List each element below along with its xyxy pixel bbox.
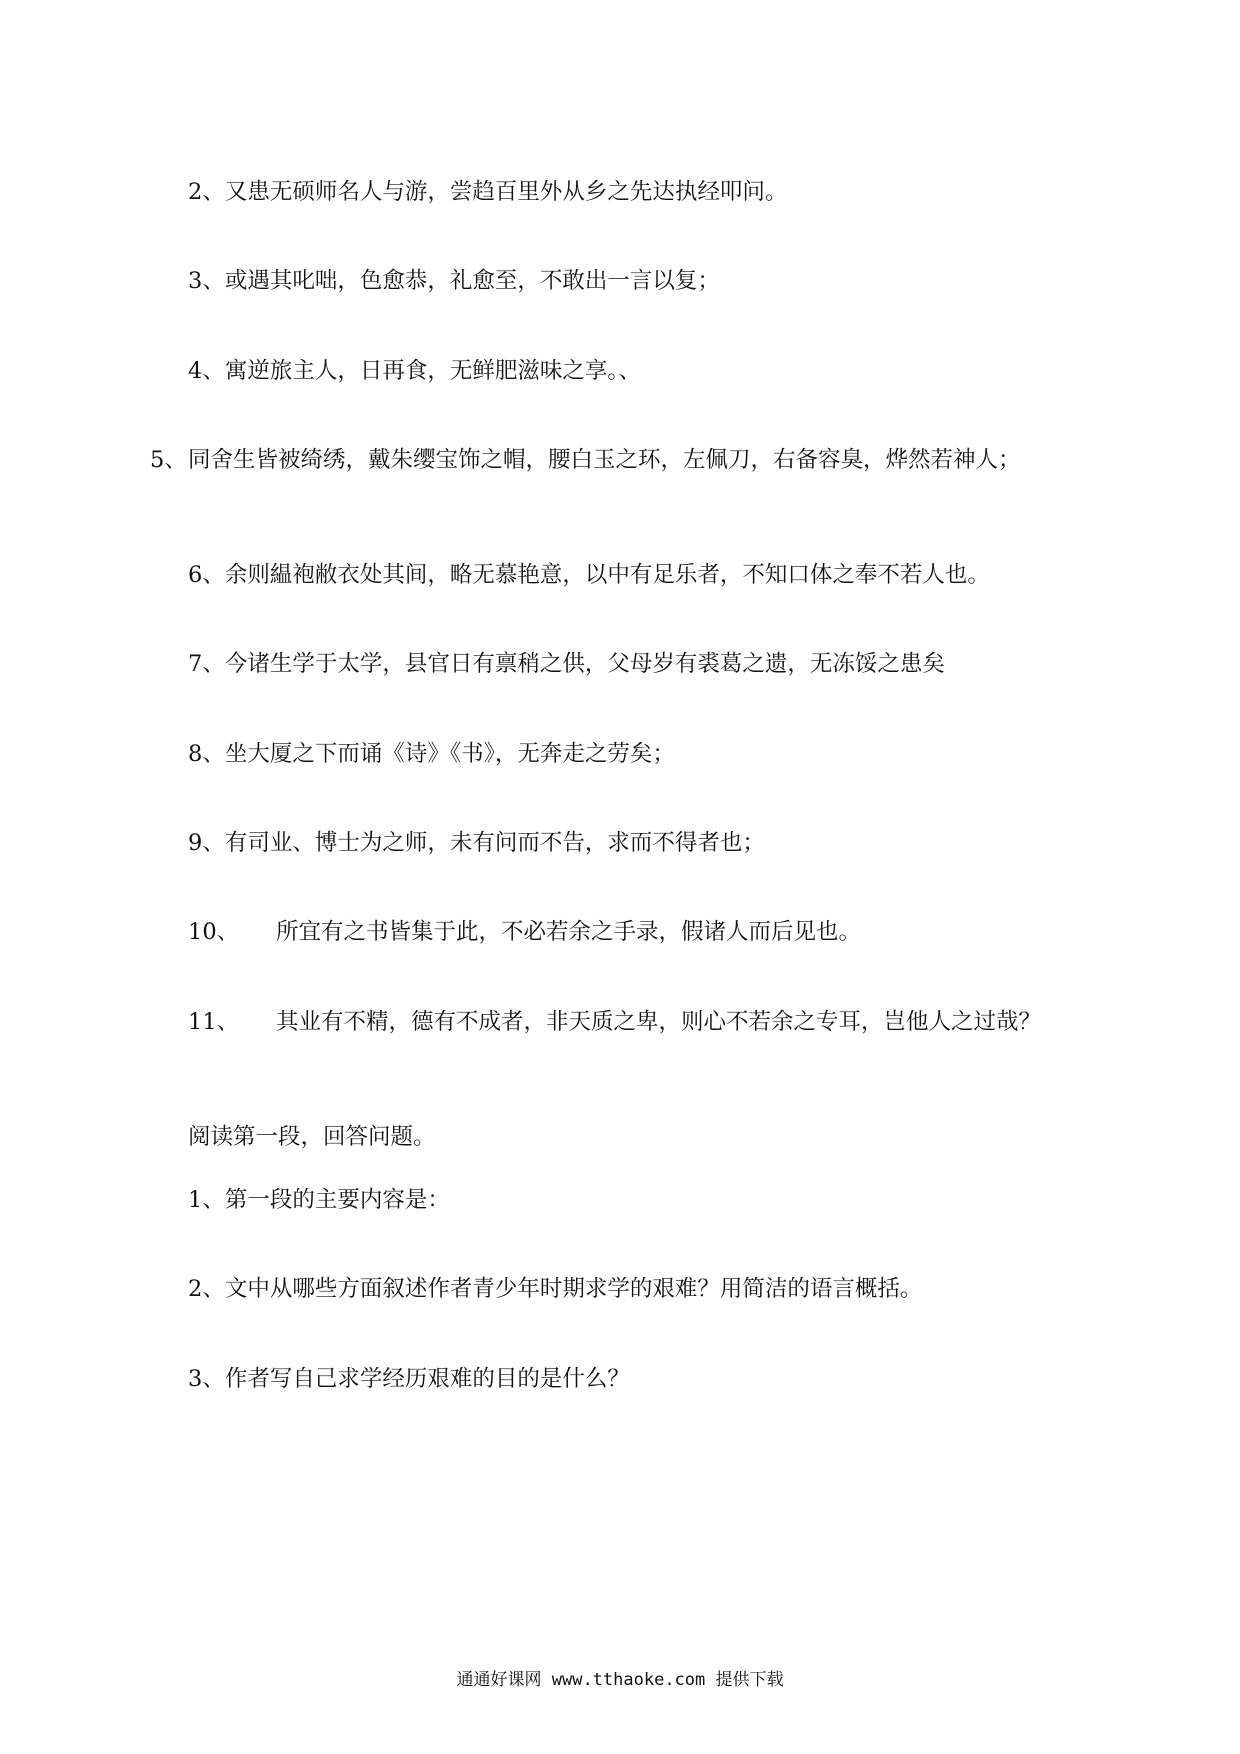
sentence-number: 7、	[188, 651, 225, 677]
sentence-text: 又患无硕师名人与游，尝趋百里外从乡之先达执经叩问。	[224, 179, 788, 205]
sentence-9	[188, 825, 1068, 861]
reading-intro-text: 阅读第一段，回答问题。	[188, 1124, 436, 1150]
sentence-3	[188, 263, 1068, 299]
footer-url: www.tthaoke.com	[551, 1670, 706, 1690]
sentence-number: 2、	[188, 179, 225, 205]
sentence-2	[188, 174, 1068, 210]
question-1	[188, 1182, 1068, 1218]
sentence-text: 寓逆旅主人，日再食，无鲜肥滋味之享。、	[224, 358, 642, 384]
question-text: 作者写自己求学经历艰难的目的是什么？	[224, 1366, 630, 1392]
footer-site-name: 通通好课网	[456, 1670, 542, 1690]
question-number: 1、	[188, 1187, 225, 1213]
sentence-number: 6、	[188, 562, 225, 588]
sentence-11	[188, 1004, 1068, 1040]
sentence-text: 余则緼袍敝衣处其间，略无慕艳意，以中有足乐者，不知口体之奉不若人也。	[224, 562, 990, 588]
sentence-text: 所宜有之书皆集于此，不必若余之手录，假诸人而后见也。	[276, 919, 862, 945]
sentence-10	[188, 914, 1068, 950]
question-2	[188, 1271, 1068, 1307]
sentence-number: 11、	[188, 1009, 240, 1035]
sentence-text: 或遇其叱咄，色愈恭，礼愈至，不敢出一言以复；	[224, 268, 720, 294]
question-3	[188, 1361, 1068, 1397]
question-text: 第一段的主要内容是：	[224, 1187, 450, 1213]
sentence-number: 8、	[188, 741, 225, 767]
sentence-text: 其业有不精，德有不成者，非天质之卑，则心不若余之专耳，岂他人之过哉？	[276, 1009, 1042, 1035]
sentence-number: 10、	[188, 919, 240, 945]
sentence-text: 坐大厦之下而诵《诗》《书》，无奔走之劳矣；	[224, 741, 675, 767]
sentence-number: 9、	[188, 830, 225, 856]
sentence-6	[188, 557, 1068, 593]
question-number: 2、	[188, 1276, 225, 1302]
page-footer	[0, 1668, 1240, 1692]
sentence-number: 3、	[188, 268, 225, 294]
sentence-text: 同舍生皆被绮绣，戴朱缨宝饰之帽，腰白玉之环，左佩刀，右备容臭，烨然若神人；	[188, 447, 1021, 473]
sentence-8	[188, 736, 1068, 772]
reading-intro	[188, 1119, 1068, 1155]
question-number: 3、	[188, 1366, 225, 1392]
footer-suffix: 提供下载	[715, 1670, 784, 1690]
sentence-text: 今诸生学于太学，县官日有禀稍之供，父母岁有裘葛之遗，无冻馁之患矣	[224, 651, 945, 677]
sentence-4	[188, 353, 1068, 389]
sentence-text: 有司业、博士为之师，未有问而不告，求而不得者也；	[224, 830, 765, 856]
question-text: 文中从哪些方面叙述作者青少年时期求学的艰难？用简洁的语言概括。	[224, 1276, 923, 1302]
sentence-5: 5、同舍生皆被绮绣，戴朱缨宝饰之帽，腰白玉之环，左佩刀，右备容臭，烨然若神人；	[150, 447, 1021, 473]
sentence-7	[188, 646, 1068, 682]
sentence-number: 4、	[188, 358, 225, 384]
